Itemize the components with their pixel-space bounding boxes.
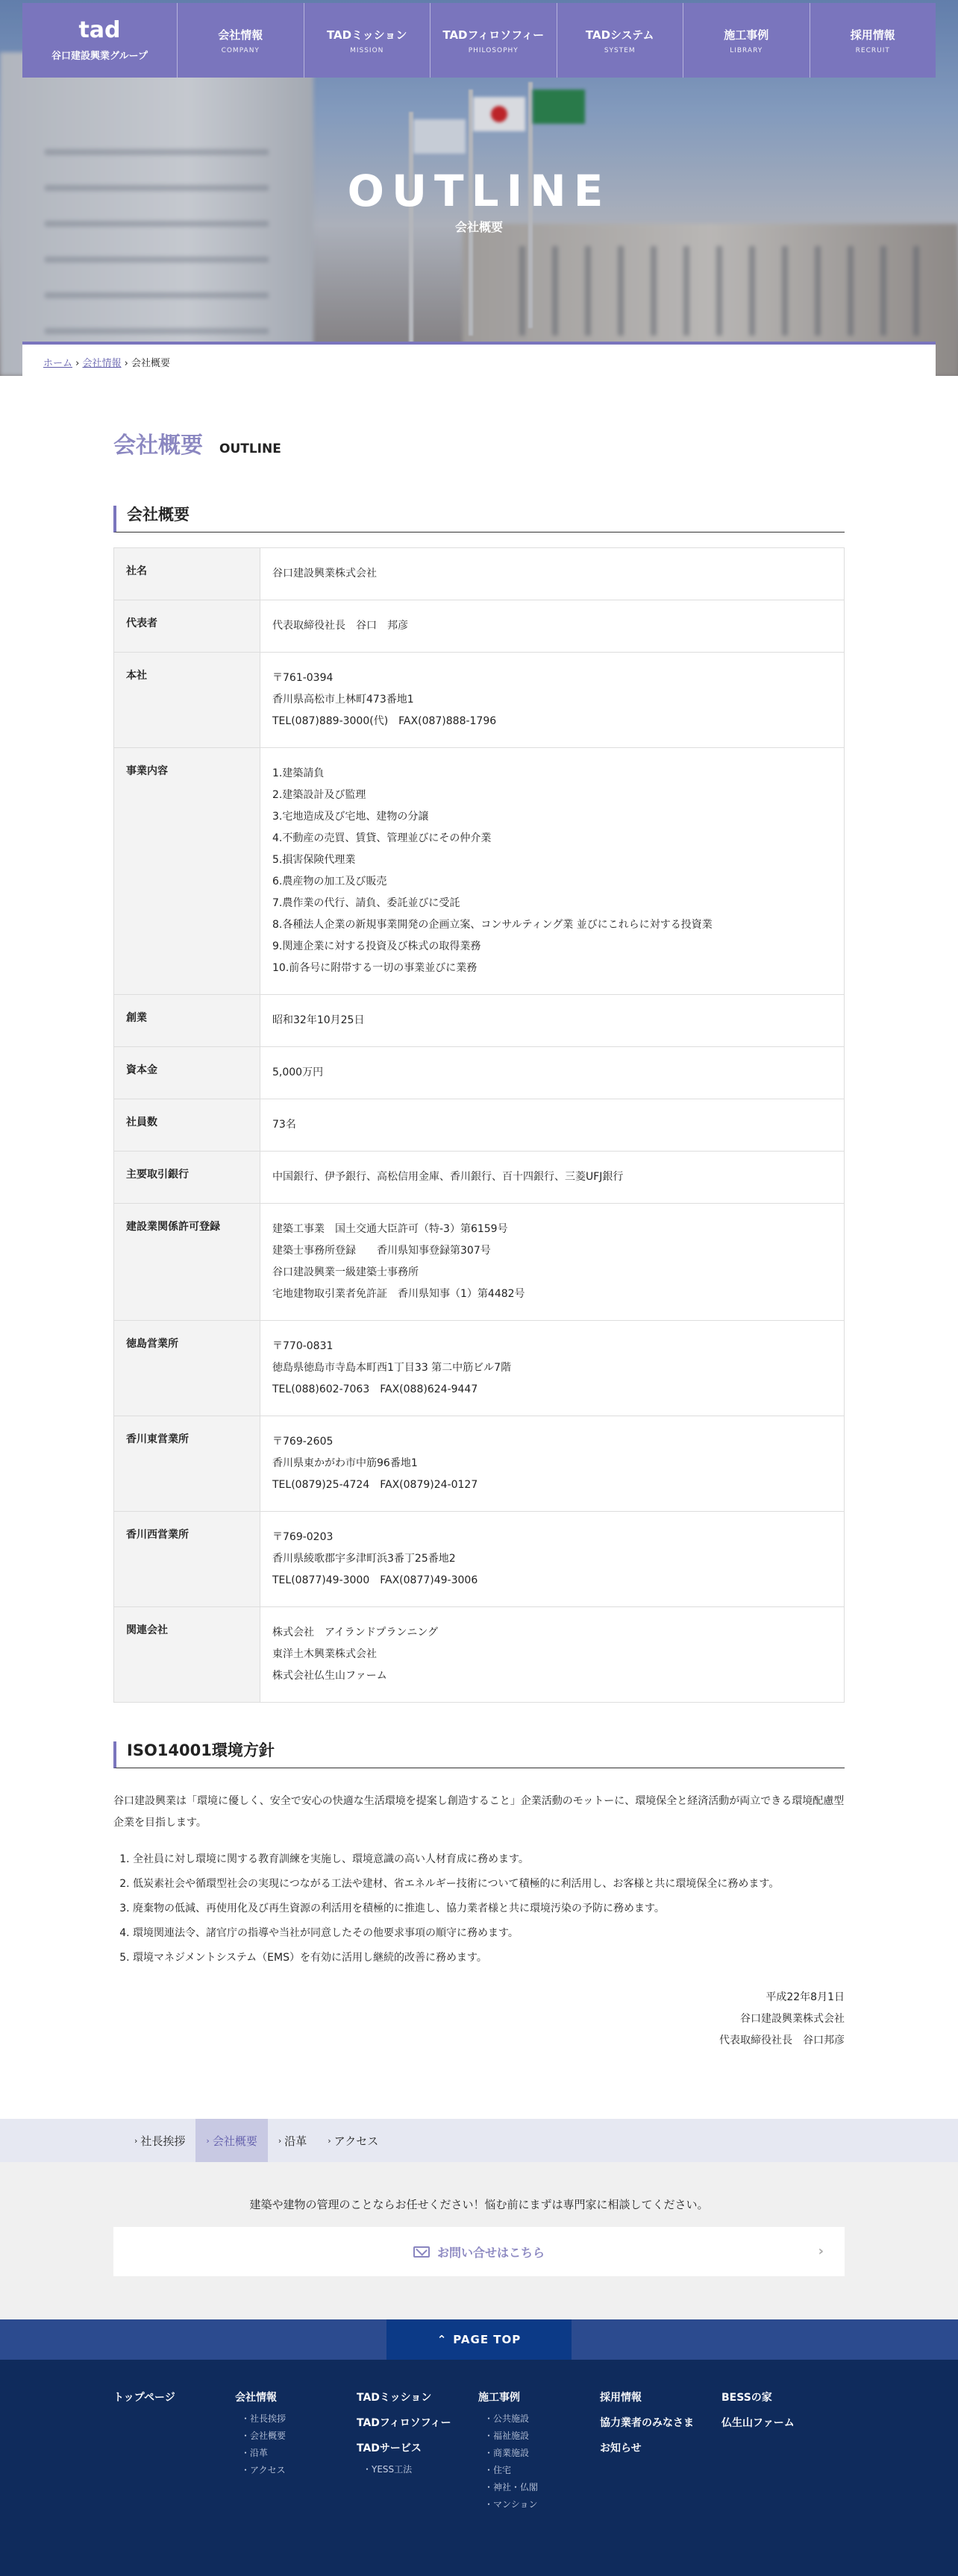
table-row-label: 資本金: [114, 1047, 260, 1099]
table-row: [114, 548, 845, 600]
iso-date: 平成22年8月1日: [766, 1991, 845, 2004]
logo-name: 谷口建設興業グループ: [51, 50, 148, 62]
subnav-item-label: アクセス: [334, 2134, 379, 2148]
chevron-right-icon: ›: [328, 2135, 331, 2146]
table-row-label: 代表者: [114, 600, 260, 653]
iso-heading: ISO14001環境方針: [113, 1741, 845, 1768]
list-item: 5. 環境マネジメントシステム（EMS）を有効に活用し継続的改善に務めます。: [133, 1947, 845, 1969]
table-row: [114, 600, 845, 653]
nav-item-sublabel: PHILOSOPHY: [468, 46, 519, 54]
footer-sublink[interactable]: ・ 神社・仏閣: [484, 2479, 600, 2496]
list-item: 4. 環境関連法令、諸官庁の指導や当社が同意したその他要求事項の順守に務めます。: [133, 1923, 845, 1944]
list-item: 2. 低炭素社会や循環型社会の実現につながる工法や建材、省エネルギー技術について積極的に利活用し、お客様と共に環境保全に務めます。: [133, 1873, 845, 1895]
table-row-label: 社名: [114, 548, 260, 600]
hero-title: OUTLINE: [347, 166, 611, 216]
breadcrumb-separator: ›: [124, 358, 128, 369]
footer-link-mission[interactable]: TADミッション: [357, 2392, 432, 2404]
subnav-item-label: 会社概要: [212, 2134, 257, 2148]
nav-item-sublabel: COMPANY: [221, 46, 260, 54]
table-row-value: [260, 548, 845, 600]
value-line: 徳島県徳島市寺島本町西1丁目33 第二中筋ビル7階: [272, 1362, 512, 1375]
table-row-label: 本社: [114, 653, 260, 748]
nav-item-label: 施工事例: [724, 28, 769, 42]
subnav-item-label: 社長挨拶: [140, 2134, 186, 2148]
value-line: 代表取締役社長 谷口 邦彦: [272, 620, 408, 632]
cta-message: 建築や建物の管理のことならお任せください！悩む前にまずは専門家に相談してください。: [249, 2198, 709, 2212]
footer-link-recruit[interactable]: 採用情報: [600, 2392, 642, 2404]
hero-section: [0, 0, 958, 376]
nav-item-mission[interactable]: [304, 3, 431, 78]
subnav-item-label: 沿革: [284, 2134, 307, 2148]
value-line: 10.前各号に附帯する一切の事業並びに業務: [272, 962, 478, 975]
value-line: 昭和32年10月25日: [272, 1014, 365, 1027]
iso-intro: 谷口建設興業は「環境に優しく、安全で安心の快適な生活環境を提案し創造すること」企業活動のモットーに、環境保全と経済活動が両立できる環境配慮型企業を目指します。: [113, 1795, 845, 1829]
footer-link-news[interactable]: お知らせ: [600, 2443, 642, 2455]
nav-item-sublabel: SYSTEM: [604, 46, 636, 54]
footer-sublink[interactable]: ・ 福祉施設: [484, 2428, 600, 2445]
iso-signer: 代表取締役社長 谷口邦彦: [719, 2035, 845, 2047]
footer-sublink[interactable]: ・ 会社概要: [241, 2428, 357, 2445]
value-line: 〒769-0203: [272, 1531, 334, 1544]
chevron-up-icon: ⌃: [436, 2333, 448, 2347]
table-row: [114, 1321, 845, 1416]
footer-sublink[interactable]: ・ 沿革: [241, 2445, 357, 2462]
table-row-label: 徳島営業所: [114, 1321, 260, 1416]
footer-link-philosophy[interactable]: TADフィロソフィー: [357, 2417, 451, 2430]
table-row-value: [260, 1321, 845, 1416]
footer-link-company[interactable]: 会社情報: [235, 2392, 277, 2404]
subnav-item-access[interactable]: [317, 2119, 389, 2162]
footer-col: [478, 2390, 600, 2525]
table-row: [114, 1047, 845, 1099]
value-line: 6.農産物の加工及び販売: [272, 876, 387, 888]
pagetop-bar: [0, 2319, 958, 2360]
footer-col: [721, 2390, 843, 2525]
breadcrumb-separator: ›: [75, 358, 80, 369]
chevron-right-icon: ›: [206, 2135, 210, 2146]
global-nav: [22, 3, 936, 78]
table-row-label: 関連会社: [114, 1607, 260, 1703]
table-row: [114, 1152, 845, 1204]
footer-link-service[interactable]: TADサービス: [357, 2443, 422, 2455]
value-line: 8.各種法人企業の新規事業開発の企画立案、コンサルティング業 並びにこれらに対する投資業: [272, 919, 713, 932]
nav-item-label: 採用情報: [850, 28, 895, 42]
table-row-value: [260, 995, 845, 1047]
footer-col: [113, 2390, 235, 2525]
table-row-value: [260, 1047, 845, 1099]
table-row: [114, 1204, 845, 1321]
table-row-label: 主要取引銀行: [114, 1152, 260, 1204]
site-footer: [0, 2360, 958, 2576]
outline-heading: 会社概要: [113, 506, 845, 533]
footer-link-library[interactable]: 施工事例: [478, 2392, 520, 2404]
value-line: 谷口建設興業株式会社: [272, 568, 377, 580]
nav-item-company[interactable]: [178, 3, 304, 78]
table-row-value: [260, 653, 845, 748]
value-line: 5,000万円: [272, 1066, 324, 1079]
value-line: TEL(088)602-7063 FAX(088)624-9447: [272, 1383, 478, 1396]
footer-sublink[interactable]: ・ YESS工法: [363, 2461, 478, 2478]
nav-item-philosophy[interactable]: [431, 3, 557, 78]
value-line: 株式会社 アイランドプランニング: [272, 1627, 439, 1639]
subnav-item-outline[interactable]: [195, 2119, 267, 2162]
company-subnav: [0, 2119, 958, 2162]
contact-button-label: お問い合せはこちら: [436, 2245, 545, 2260]
footer-sublink[interactable]: ・ アクセス: [241, 2462, 357, 2479]
value-line: 〒770-0831: [272, 1340, 334, 1353]
footer-sublink[interactable]: ・ 商業施設: [484, 2445, 600, 2462]
value-line: 9.関連企業に対する投資及び株式の取得業務: [272, 940, 481, 953]
nav-item-label: 会社情報: [218, 28, 263, 42]
value-line: 香川県高松市上林町473番地1: [272, 694, 414, 706]
table-row-value: [260, 1099, 845, 1152]
contact-button[interactable]: [113, 2227, 845, 2276]
value-line: 3.宅地造成及び宅地、建物の分譲: [272, 811, 429, 823]
footer-link-farm[interactable]: 仏生山ファーム: [721, 2417, 795, 2430]
page-top-button[interactable]: [386, 2319, 572, 2360]
subnav-item-history[interactable]: [268, 2119, 317, 2162]
value-line: 4.不動産の売買、賃貸、管理並びにその仲介業: [272, 832, 492, 845]
footer-col: [357, 2390, 478, 2525]
nav-item-label: TADシステム: [585, 28, 654, 42]
table-row: [114, 1512, 845, 1607]
value-line: 株式会社仏生山ファーム: [272, 1670, 387, 1683]
table-row: [114, 748, 845, 995]
table-row-value: [260, 748, 845, 995]
nav-item-label: TADフィロソフィー: [442, 28, 545, 42]
footer-col: [235, 2390, 357, 2525]
breadcrumb-current: 会社概要: [131, 358, 171, 369]
value-line: TEL(087)889-3000(代) FAX(087)888-1796: [272, 715, 497, 728]
footer-sublink[interactable]: ・ 公共施設: [484, 2410, 600, 2428]
footer-link-top[interactable]: トップページ: [113, 2392, 175, 2404]
value-line: 東洋土木興業株式会社: [272, 1648, 377, 1661]
nav-item-sublabel: LIBRARY: [730, 46, 763, 54]
footer-link-bess[interactable]: BESSの家: [721, 2392, 772, 2404]
iso-policy-list: [113, 1849, 845, 1969]
value-line: 谷口建設興業一級建築士事務所: [272, 1266, 419, 1279]
value-line: 73名: [272, 1119, 296, 1131]
table-row-label: 香川東営業所: [114, 1416, 260, 1512]
site-logo[interactable]: [22, 3, 178, 78]
breadcrumb: [22, 342, 936, 376]
nav-item-recruit[interactable]: [810, 3, 936, 78]
table-row-value: [260, 1512, 845, 1607]
page-title-en: OUTLINE: [219, 442, 281, 456]
value-line: 中国銀行、伊予銀行、高松信用金庫、香川銀行、百十四銀行、三菱UFJ銀行: [272, 1171, 624, 1184]
chevron-right-icon: ›: [818, 2243, 824, 2260]
contact-cta-section: [0, 2162, 958, 2319]
main-content: [113, 376, 845, 2052]
table-row: [114, 653, 845, 748]
value-line: 〒769-2605: [272, 1436, 334, 1448]
breadcrumb-home-link[interactable]: ホーム: [43, 358, 73, 369]
nav-item-sublabel: MISSION: [350, 46, 384, 54]
table-row-label: 建設業関係許可登録: [114, 1204, 260, 1321]
footer-link-partners[interactable]: 協力業者のみなさま: [600, 2417, 694, 2430]
table-row: [114, 1099, 845, 1152]
page-top-label: PAGE TOP: [453, 2333, 522, 2347]
hero-subtitle: 会社概要: [454, 220, 503, 234]
iso-signature: [113, 1987, 845, 2052]
table-row-value: [260, 600, 845, 653]
value-line: 7.農作業の代行、請負、委託並びに受託: [272, 897, 460, 910]
mail-icon: [413, 2246, 430, 2258]
iso-company: 谷口建設興業株式会社: [740, 2013, 845, 2026]
table-row-label: 社員数: [114, 1099, 260, 1152]
value-line: 香川県綾歌郡宇多津町浜3番丁25番地2: [272, 1553, 456, 1565]
list-item: 1. 全社員に対し環境に関する教育訓練を実施し、環境意識の高い人材育成に務めます。: [133, 1849, 845, 1870]
table-row: [114, 995, 845, 1047]
table-row: [114, 1416, 845, 1512]
nav-item-system[interactable]: [557, 3, 684, 78]
page-title-jp: 会社概要: [113, 433, 203, 459]
nav-item-sublabel: RECRUIT: [855, 46, 890, 54]
table-row-label: 事業内容: [114, 748, 260, 995]
value-line: 5.損害保険代理業: [272, 854, 356, 867]
footer-sublink[interactable]: ・ 住宅: [484, 2462, 600, 2479]
table-row-value: [260, 1204, 845, 1321]
table-row-value: [260, 1416, 845, 1512]
table-row-label: 創業: [114, 995, 260, 1047]
value-line: TEL(0877)49-3000 FAX(0877)49-3006: [272, 1574, 478, 1587]
subnav-item-greeting[interactable]: [124, 2119, 195, 2162]
value-line: 建築工事業 国土交通大臣許可（特-3）第6159号: [272, 1223, 508, 1236]
list-item: 3. 廃棄物の低減、再使用化及び再生資源の利活用を積極的に推進し、協力業者様と共に環境汚染の予防に務めます。: [133, 1898, 845, 1920]
table-row-label: 香川西営業所: [114, 1512, 260, 1607]
value-line: 1.建築請負: [272, 767, 325, 780]
logo-mark: tad: [78, 16, 121, 43]
chevron-right-icon: ›: [134, 2135, 138, 2146]
table-row: [114, 1607, 845, 1703]
value-line: 建築士事務所登録 香川県知事登録第307号: [272, 1245, 491, 1257]
table-row-value: [260, 1152, 845, 1204]
page-title: [113, 427, 845, 459]
value-line: 2.建築設計及び監理: [272, 789, 366, 802]
table-row-value: [260, 1607, 845, 1703]
value-line: TEL(0879)25-4724 FAX(0879)24-0127: [272, 1479, 478, 1492]
footer-sublink[interactable]: ・ 社長挨拶: [241, 2410, 357, 2428]
nav-item-library[interactable]: [683, 3, 810, 78]
chevron-right-icon: ›: [278, 2135, 282, 2146]
breadcrumb-company-link[interactable]: 会社情報: [82, 358, 122, 369]
value-line: 〒761-0394: [272, 672, 334, 685]
company-info-table: [113, 547, 845, 1703]
value-line: 宅地建物取引業者免許証 香川県知事（1）第4482号: [272, 1288, 525, 1301]
footer-col: [600, 2390, 721, 2525]
footer-sublink[interactable]: ・ マンション: [484, 2496, 600, 2513]
value-line: 香川県東かがわ市中筋96番地1: [272, 1457, 418, 1470]
nav-item-label: TADミッション: [326, 28, 407, 42]
